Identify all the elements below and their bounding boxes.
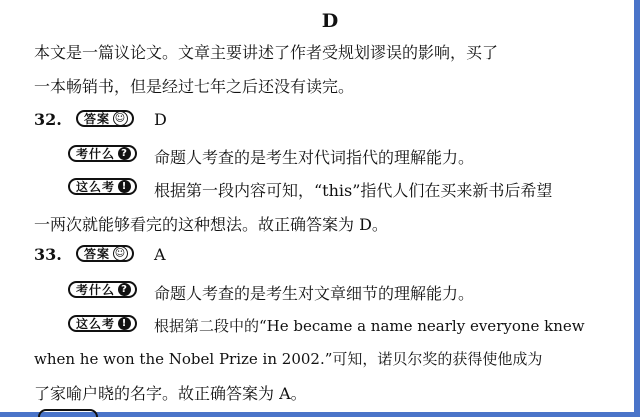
intro-line-1: 本文是一篇议论文。文章主要讲述了作者受规划谬误的影响，买了 [34, 43, 499, 62]
exclamation-icon: ! [118, 317, 131, 330]
zen-tag [68, 178, 137, 195]
smile-icon: ☺ [113, 111, 128, 126]
document-page [34, 0, 626, 410]
kao-tag-label: 考什么 [76, 147, 116, 161]
exclamation-icon: ! [118, 180, 131, 193]
question-icon: ? [118, 147, 131, 160]
intro-line-2: 一本畅销书，但是经过七年之后还没有读完。 [34, 77, 355, 96]
answer-value: D [154, 110, 167, 129]
question-number: 32. [34, 110, 62, 129]
question-icon: ? [118, 283, 131, 296]
zen-tag-label: 这么考 [76, 180, 116, 194]
kao-tag [68, 145, 137, 162]
answer-tag-label: 答案 [84, 112, 111, 126]
kao-tag [68, 281, 137, 298]
answer-tag-label: 答案 [84, 247, 111, 261]
zen-tag-label: 这么考 [76, 317, 116, 331]
question-number: 33. [34, 245, 62, 264]
answer-value: A [154, 245, 166, 264]
explanation-line: when he won the Nobel Prize in 2002.”可知，诺贝尔奖的获得使他成为 [34, 350, 543, 368]
explanation-line: 根据第二段中的“He became a name nearly everyone knew [154, 317, 585, 335]
next-answer-tag-cutoff [38, 409, 98, 417]
explanation-line: 根据第一段内容可知，“this”指代人们在买来新书后希望 [154, 181, 553, 200]
kao-tag-label: 考什么 [76, 283, 116, 297]
explanation-line: 一两次就能够看完的这种想法。故正确答案为 D。 [34, 215, 388, 234]
zen-tag [68, 315, 137, 332]
window-frame-right [634, 0, 640, 417]
answer-tag [76, 110, 134, 127]
section-heading: D [321, 10, 339, 32]
smile-icon: ☺ [113, 246, 128, 261]
answer-tag [76, 245, 134, 262]
explanation-line: 了家喻户晓的名字。故正确答案为 A。 [34, 384, 307, 403]
kao-text: 命题人考查的是考生对代词指代的理解能力。 [154, 148, 475, 167]
kao-text: 命题人考查的是考生对文章细节的理解能力。 [154, 284, 475, 303]
